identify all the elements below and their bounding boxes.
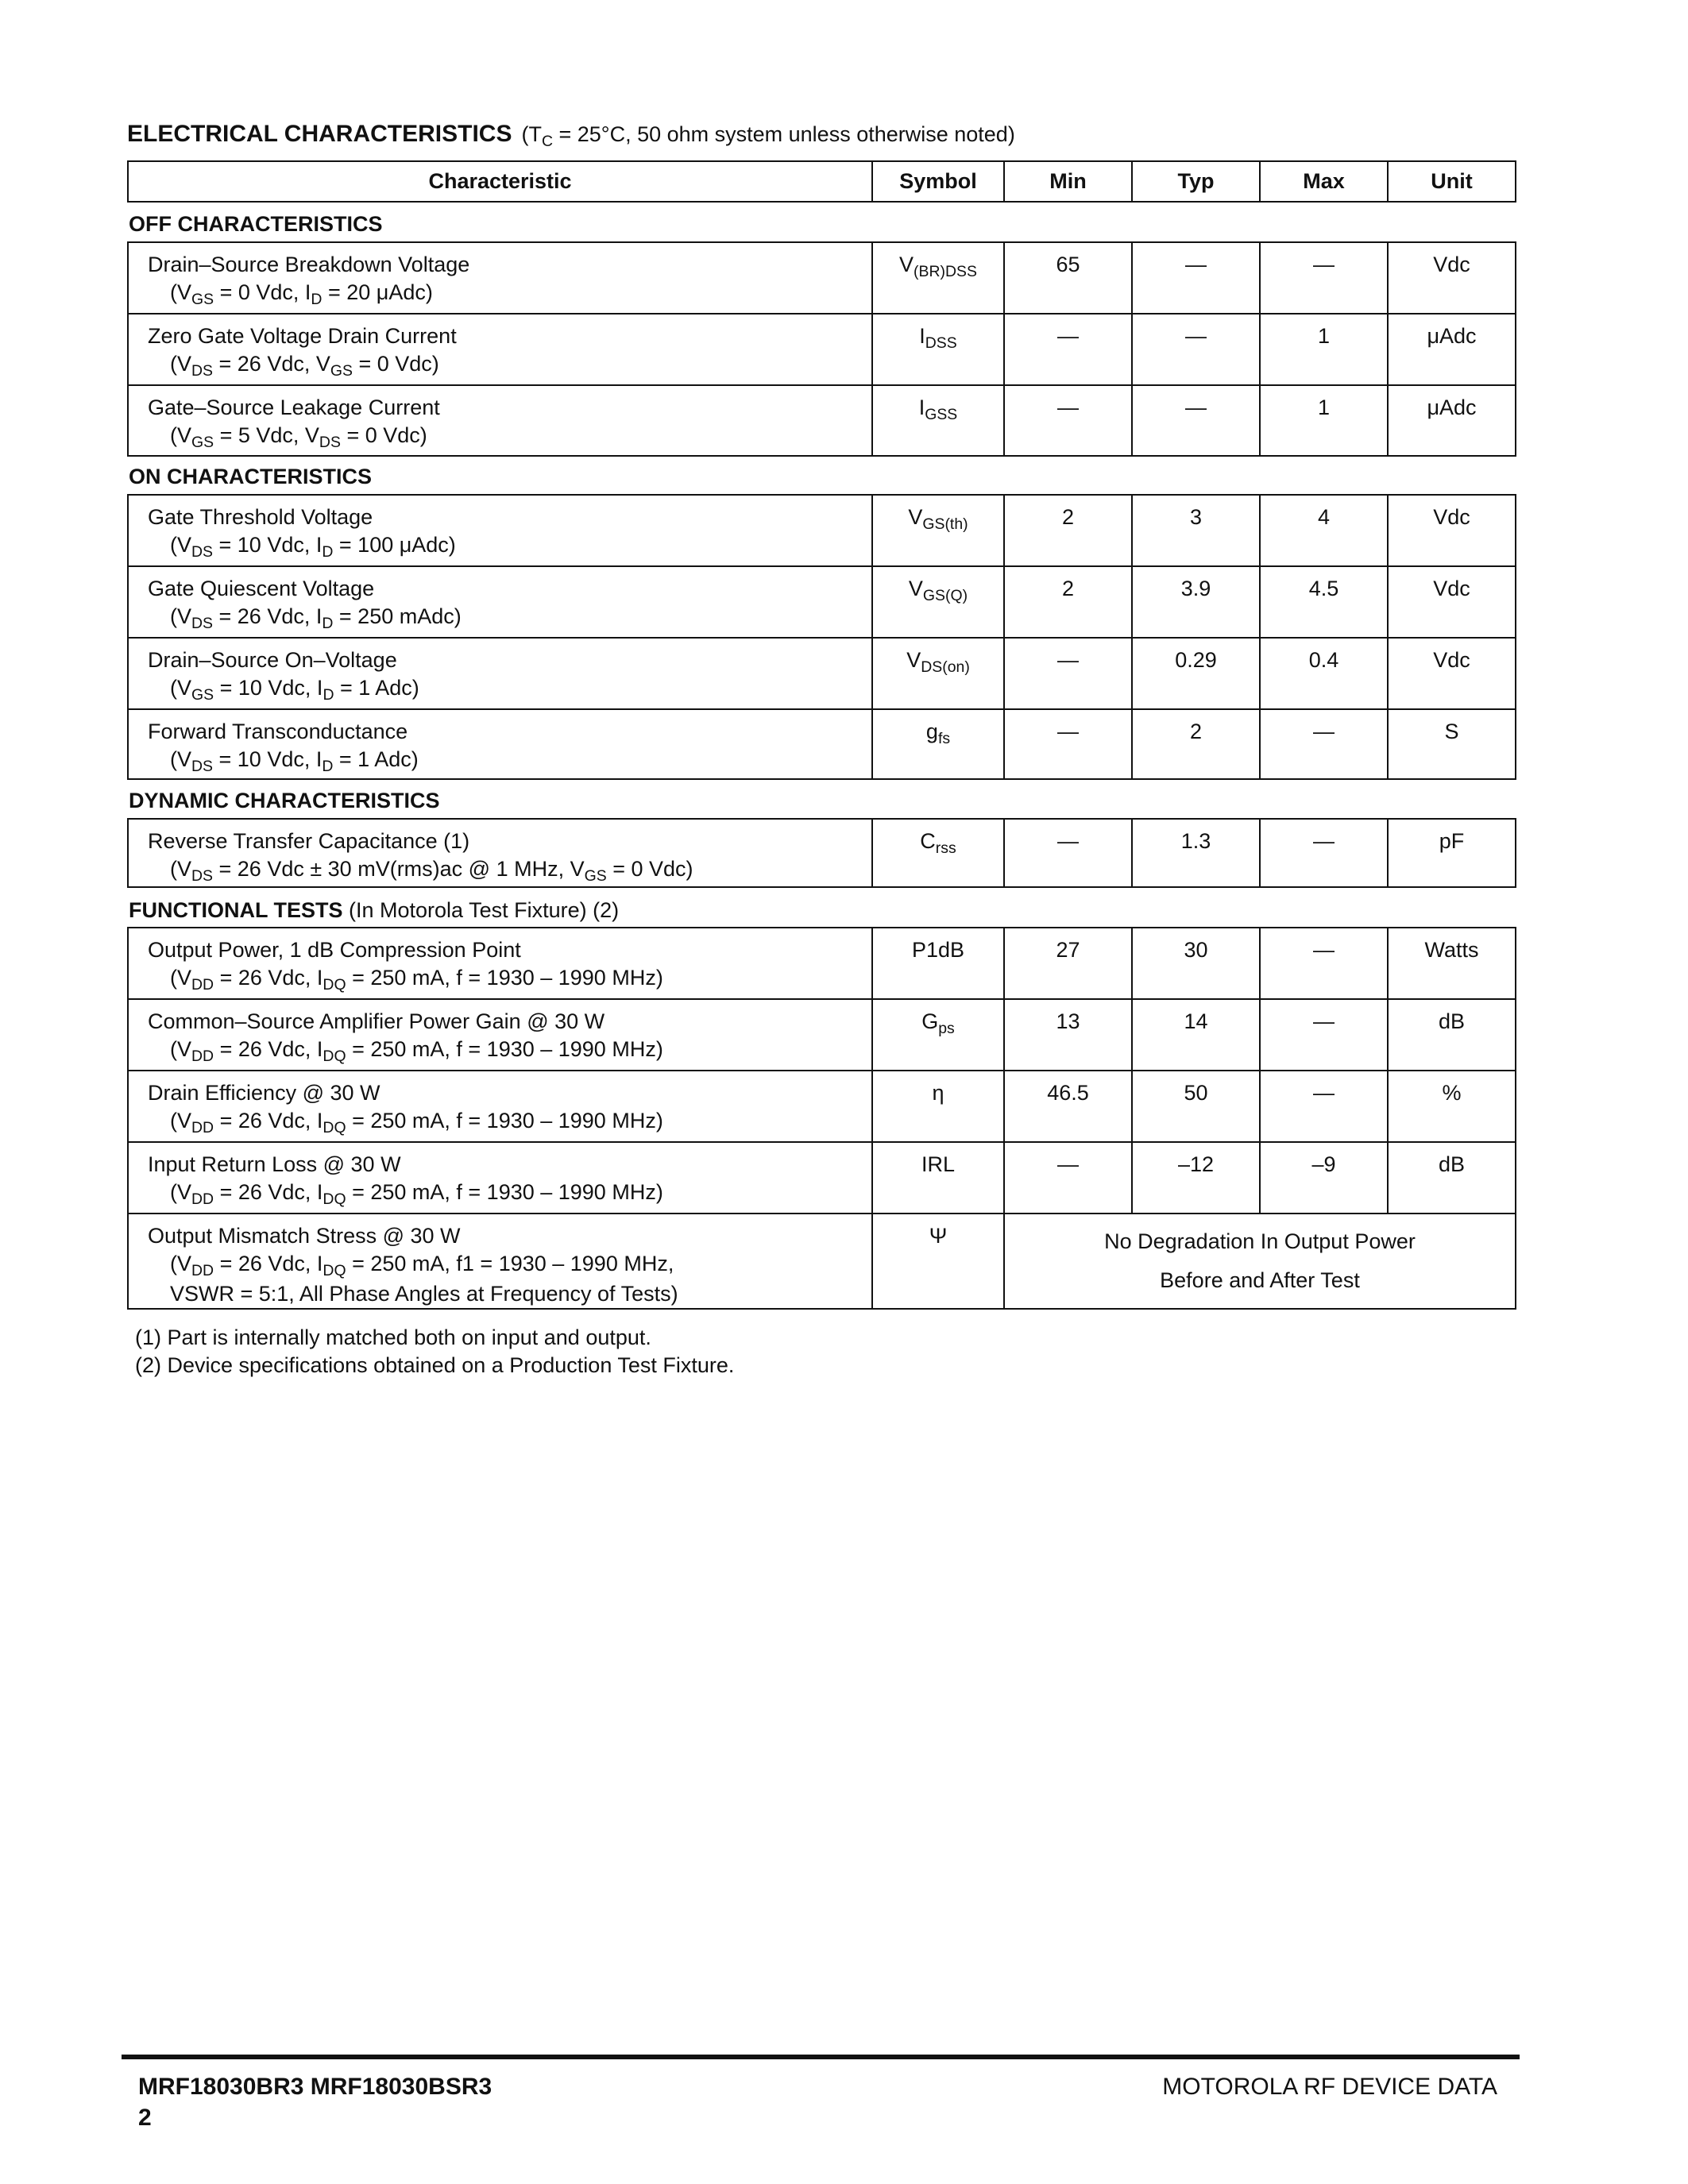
symbol-cell: $I_{GSS}$ [872, 385, 1004, 456]
typ-cell: –12 [1132, 1142, 1260, 1214]
symbol-cell: η [872, 1071, 1004, 1142]
table-row [128, 819, 1516, 887]
header-table [127, 160, 1516, 203]
dynamic-table [127, 818, 1516, 888]
table-row [128, 709, 1516, 779]
characteristic-cell: Gate–Source Leakage Current ($V_{GS} = 5$ Vdc, $V_{DS} = 0$ Vdc) [128, 385, 872, 456]
typ-cell: — [1132, 314, 1260, 385]
col-max: Max [1260, 161, 1388, 202]
typ-cell: — [1132, 242, 1260, 314]
footer-rule [122, 2055, 1520, 2059]
footnote-1: (1) Part is internally matched both on input and output. [135, 1325, 651, 1349]
unit-cell: S [1388, 709, 1516, 779]
unit-cell: Watts [1388, 928, 1516, 999]
max-cell: — [1260, 928, 1388, 999]
max-cell: 0.4 [1260, 638, 1388, 709]
table-row [128, 314, 1516, 385]
unit-cell: μAdc [1388, 314, 1516, 385]
max-cell: — [1260, 819, 1388, 887]
unit-cell: Vdc [1388, 566, 1516, 638]
min-cell: — [1004, 314, 1132, 385]
symbol-cell: IRL [872, 1142, 1004, 1214]
table-row [128, 999, 1516, 1071]
max-cell: — [1260, 242, 1388, 314]
unit-cell: dB [1388, 999, 1516, 1071]
col-min: Min [1004, 161, 1132, 202]
max-cell: 4 [1260, 495, 1388, 566]
section-off-label: OFF CHARACTERISTICS [129, 212, 383, 236]
min-cell: — [1004, 385, 1132, 456]
characteristic-cell: Drain–Source On–Voltage ($V_{GS} = 10$ Vdc, $I_D = 1$ Adc) [128, 638, 872, 709]
characteristic-cell: Reverse Transfer Capacitance (1) ($V_{DS} = 26$ Vdc ± 30 mV(rms)ac @ 1 MHz, $V_{GS} = 0$ Vdc) [128, 819, 872, 887]
characteristic-cell: Drain Efficiency @ 30 W ($V_{DD} = 26$ Vdc, $I_{DQ} = 250$ mA, f = 1930 – 1990 MHz) [128, 1071, 872, 1142]
column-header-row [128, 161, 1516, 202]
characteristic-cell: Common–Source Amplifier Power Gain @ 30 W ($V_{DD} = 26$ Vdc, $I_{DQ} = 250$ mA, f = 1930 – 1990 MHz) [128, 999, 872, 1071]
col-unit: Unit [1388, 161, 1516, 202]
symbol-cell: $V_{GS(th)}$ [872, 495, 1004, 566]
table-row [128, 1142, 1516, 1214]
characteristic-cell: Drain–Source Breakdown Voltage ($V_{GS} = 0$ Vdc, $I_D = 20$ μAdc) [128, 242, 872, 314]
typ-cell: 3.9 [1132, 566, 1260, 638]
title-conditions: ($T_C = 25^\circ C$, 50 ohm system unless otherwise noted) [521, 122, 1015, 151]
on-table [127, 494, 1516, 780]
typ-cell: 50 [1132, 1071, 1260, 1142]
min-cell: — [1004, 709, 1132, 779]
section-dynamic-label: DYNAMIC CHARACTERISTICS [129, 789, 440, 812]
table-row [128, 242, 1516, 314]
unit-cell: dB [1388, 1142, 1516, 1214]
characteristic-cell: Output Power, 1 dB Compression Point ($V_{DD} = 26$ Vdc, $I_{DQ} = 250$ mA, f = 1930 – 1990 MHz) [128, 928, 872, 999]
unit-cell: % [1388, 1071, 1516, 1142]
min-cell: 13 [1004, 999, 1132, 1071]
typ-cell: 1.3 [1132, 819, 1260, 887]
unit-cell: Vdc [1388, 495, 1516, 566]
table-row [128, 566, 1516, 638]
symbol-cell: $g_{fs}$ [872, 709, 1004, 779]
typ-cell: 0.29 [1132, 638, 1260, 709]
min-cell: 27 [1004, 928, 1132, 999]
characteristic-cell: Forward Transconductance ($V_{DS} = 10$ Vdc, $I_D = 1$ Adc) [128, 709, 872, 779]
table-row [128, 385, 1516, 456]
max-cell: 1 [1260, 314, 1388, 385]
symbol-cell: $C_{rss}$ [872, 819, 1004, 887]
footer-page-number: 2 [138, 2105, 152, 2131]
min-cell: 2 [1004, 495, 1132, 566]
min-cell: 46.5 [1004, 1071, 1132, 1142]
min-cell: — [1004, 1142, 1132, 1214]
page-title [127, 121, 1015, 151]
max-cell: –9 [1260, 1142, 1388, 1214]
max-cell: — [1260, 1071, 1388, 1142]
typ-cell: 30 [1132, 928, 1260, 999]
footer-part-numbers: MRF18030BR3 MRF18030BSR3 [138, 2074, 492, 2100]
min-cell: — [1004, 819, 1132, 887]
table-row [128, 638, 1516, 709]
min-cell: — [1004, 638, 1132, 709]
characteristic-cell: Output Mismatch Stress @ 30 W ($V_{DD} = 26$ Vdc, $I_{DQ} = 250$ mA, f1 = 1930 – 1990 MHz, VSWR = 5:1, All Phase Angles at Frequency of Tests) [128, 1214, 872, 1309]
unit-cell: pF [1388, 819, 1516, 887]
section-on-label: ON CHARACTERISTICS [129, 465, 373, 488]
table-row [128, 1214, 1516, 1309]
col-characteristic: Characteristic [128, 161, 872, 202]
typ-cell: — [1132, 385, 1260, 456]
symbol-cell: $I_{DSS}$ [872, 314, 1004, 385]
footer-publisher: MOTOROLA RF DEVICE DATA [1162, 2074, 1497, 2100]
symbol-cell: $G_{ps}$ [872, 999, 1004, 1071]
symbol-cell: P1dB [872, 928, 1004, 999]
characteristic-cell: Zero Gate Voltage Drain Current ($V_{DS} = 26$ Vdc, $V_{GS} = 0$ Vdc) [128, 314, 872, 385]
footnote-2: (2) Device specifications obtained on a Production Test Fixture. [135, 1353, 735, 1377]
max-cell: 4.5 [1260, 566, 1388, 638]
table-row [128, 928, 1516, 999]
symbol-cell: $V_{(BR)DSS}$ [872, 242, 1004, 314]
table-row [128, 1071, 1516, 1142]
col-typ: Typ [1132, 161, 1260, 202]
col-symbol: Symbol [872, 161, 1004, 202]
symbol-cell: $V_{DS(on)}$ [872, 638, 1004, 709]
characteristic-cell: Input Return Loss @ 30 W ($V_{DD} = 26$ Vdc, $I_{DQ} = 250$ mA, f = 1930 – 1990 MHz) [128, 1142, 872, 1214]
typ-cell: 2 [1132, 709, 1260, 779]
characteristic-cell: Gate Threshold Voltage ($V_{DS} = 10$ Vdc, $I_D = 100$ μAdc) [128, 495, 872, 566]
section-functional-label: FUNCTIONAL TESTS (In Motorola Test Fixture) (2) [129, 898, 620, 922]
symbol-cell: Ψ [872, 1214, 1004, 1309]
symbol-cell: $V_{GS(Q)}$ [872, 566, 1004, 638]
table-row [128, 495, 1516, 566]
unit-cell: μAdc [1388, 385, 1516, 456]
min-cell: 65 [1004, 242, 1132, 314]
typ-cell: 3 [1132, 495, 1260, 566]
functional-table [127, 927, 1516, 1310]
max-cell: 1 [1260, 385, 1388, 456]
off-table [127, 241, 1516, 457]
unit-cell: Vdc [1388, 242, 1516, 314]
title-heading: ELECTRICAL CHARACTERISTICS [127, 121, 512, 147]
max-cell: — [1260, 999, 1388, 1071]
no-degradation-note: No Degradation In Output Power Before and After Test [1004, 1214, 1516, 1309]
characteristic-cell: Gate Quiescent Voltage ($V_{DS} = 26$ Vdc, $I_D = 250$ mAdc) [128, 566, 872, 638]
unit-cell: Vdc [1388, 638, 1516, 709]
min-cell: 2 [1004, 566, 1132, 638]
max-cell: — [1260, 709, 1388, 779]
typ-cell: 14 [1132, 999, 1260, 1071]
